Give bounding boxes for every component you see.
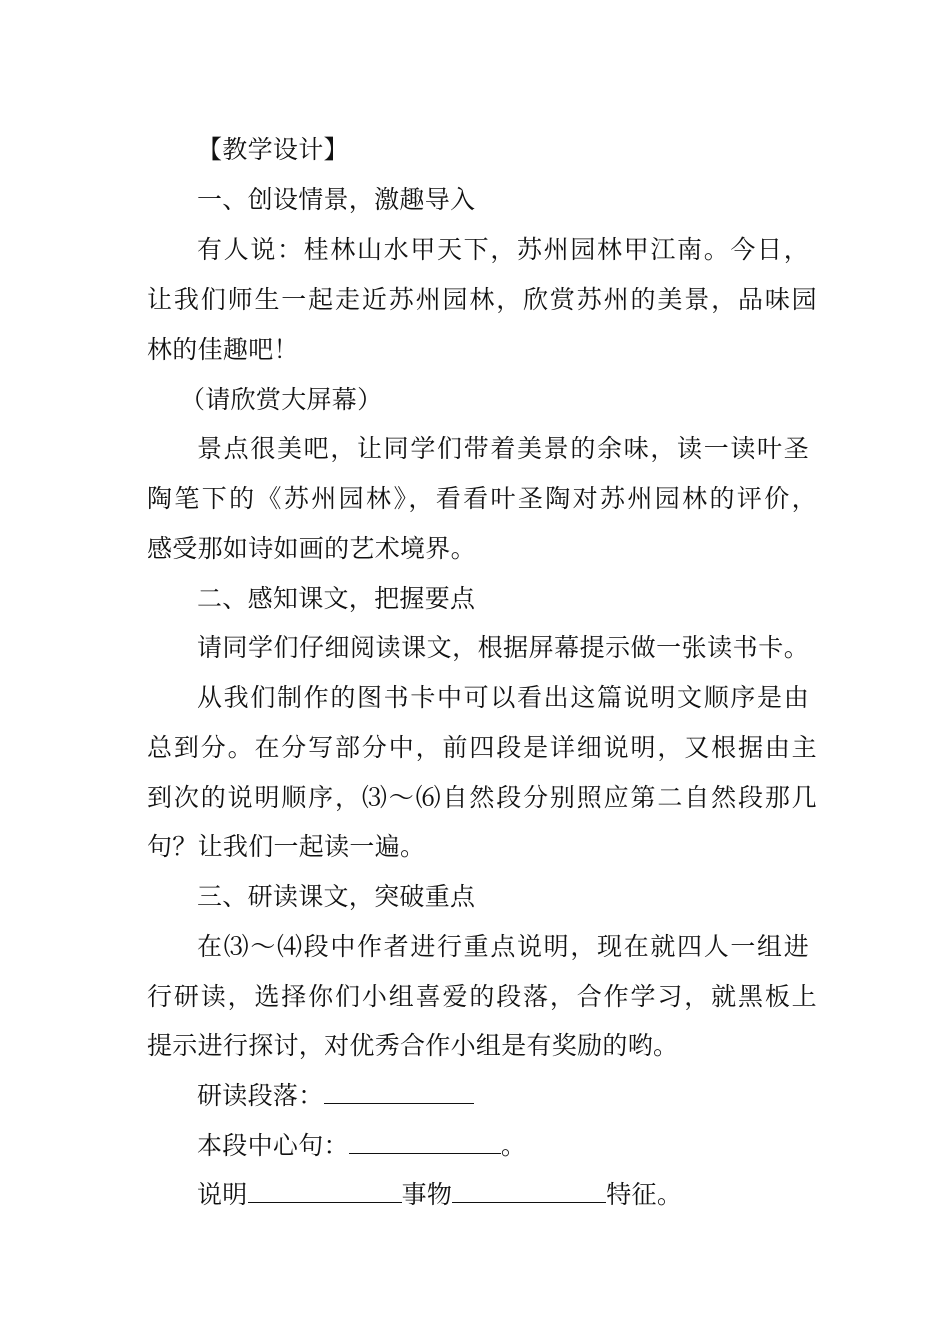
p5-line-3: 提示进行探讨，对优秀合作小组是有奖励的哟。: [147, 1031, 679, 1060]
section1-title: 一、创设情景，激趣导入: [197, 185, 476, 214]
p1-line-3: 林的佳趣吧！: [147, 335, 299, 364]
thing-label: 事物: [401, 1180, 453, 1209]
p4-line-4: 句？让我们一起读一遍。: [147, 832, 426, 861]
center-sentence-end: 。: [500, 1131, 527, 1160]
form-center-row: [197, 1131, 867, 1161]
p2-line-2: 陶笔下的《苏州园林》，看看叶圣陶对苏州园林的评价，: [147, 484, 817, 513]
p5-line-2: 行研读，选择你们小组喜爱的段落，合作学习，就黑板上: [147, 982, 817, 1011]
paragraph-blank: [324, 1081, 474, 1104]
feature-end: 特征。: [606, 1180, 683, 1209]
center-sentence-label: 本段中心句：: [197, 1131, 349, 1160]
note-line: （请欣赏大屏幕）: [180, 385, 383, 414]
p4-line-2: 总到分。在分写部分中，前四段是详细说明，又根据由主: [147, 733, 817, 762]
p4-line-3: 到次的说明顺序，⑶～⑹自然段分别照应第二自然段那几: [147, 783, 817, 812]
form-explain-row: [197, 1180, 867, 1210]
thing-blank: [452, 1180, 606, 1203]
p1-line-1: 有人说：桂林山水甲天下，苏州园林甲江南。今日，: [197, 235, 809, 264]
explain-label: 说明: [197, 1180, 248, 1209]
explain-blank: [248, 1180, 402, 1203]
section2-title: 二、感知课文，把握要点: [197, 584, 476, 613]
form-paragraph-row: [197, 1081, 867, 1111]
doc-heading: 【教学设计】: [197, 135, 349, 164]
p1-line-2: 让我们师生一起走近苏州园林，欣赏苏州的美景，品味园: [147, 285, 817, 314]
p4-line-1: 从我们制作的图书卡中可以看出这篇说明文顺序是由: [197, 683, 809, 712]
section3-title: 三、研读课文，突破重点: [197, 882, 476, 911]
p2-line-3: 感受那如诗如画的艺术境界。: [147, 534, 476, 563]
p5-line-1: 在⑶～⑷段中作者进行重点说明，现在就四人一组进: [197, 932, 809, 961]
center-sentence-blank: [349, 1131, 501, 1154]
p3-line: 请同学们仔细阅读课文，根据屏幕提示做一张读书卡。: [197, 633, 809, 662]
p2-line-1: 景点很美吧，让同学们带着美景的余味，读一读叶圣: [197, 434, 809, 463]
paragraph-label: 研读段落：: [197, 1081, 324, 1110]
